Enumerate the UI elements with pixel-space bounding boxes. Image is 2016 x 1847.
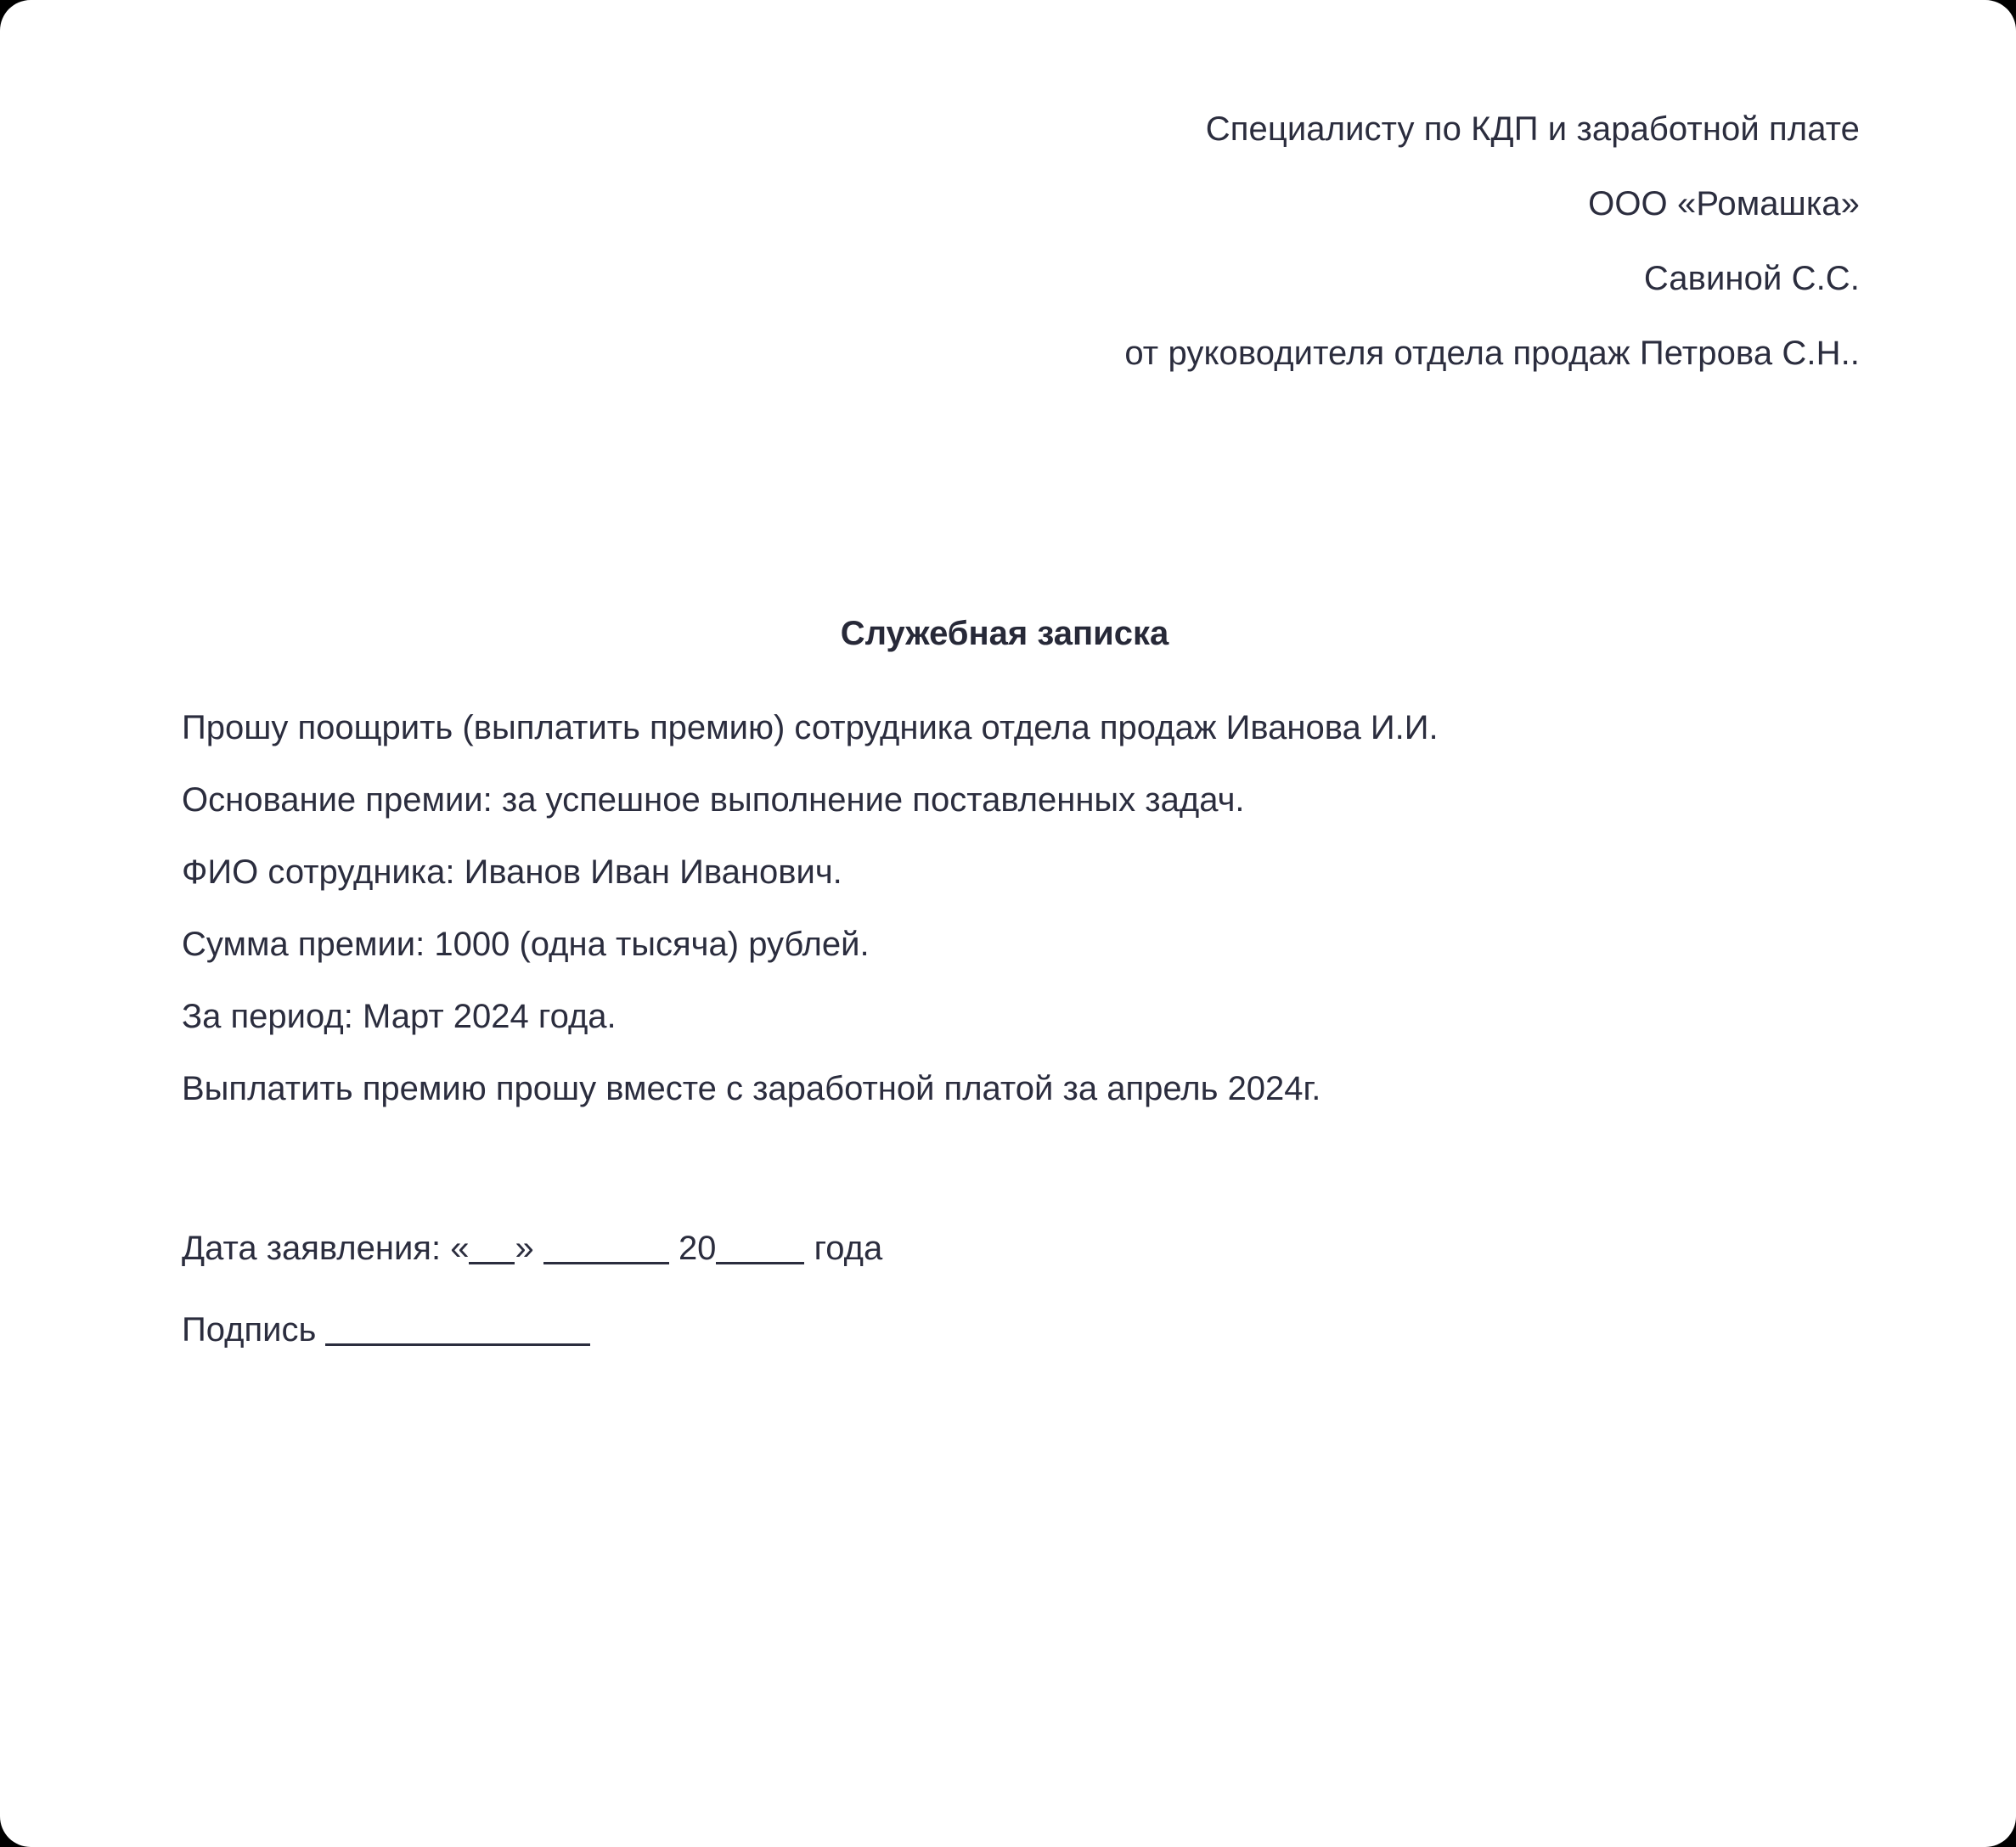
date-label: Дата заявления: <box>182 1230 442 1267</box>
signature-label: Подпись <box>182 1311 317 1349</box>
date-day-blank[interactable] <box>469 1262 515 1264</box>
document-footer <box>182 1225 1371 1353</box>
document-body <box>182 705 1880 1138</box>
addressee-block <box>934 92 1860 391</box>
addressee-line-recipient-position: Специалисту по КДП и заработной плате <box>1205 110 1860 148</box>
body-paragraph-amount: Сумма премии: 1000 (одна тысяча) рублей. <box>182 926 870 963</box>
date-quote-close: » <box>515 1230 534 1267</box>
body-paragraph-payout: Выплатить премию прошу вместе с заработной платой за апрель 2024г. <box>182 1070 1321 1107</box>
body-paragraph-request: Прошу поощрить (выплатить премию) сотрудника отдела продаж Иванова И.И. <box>182 709 1439 746</box>
body-paragraph-employee-name: ФИО сотрудника: Иванов Иван Иванович. <box>182 853 842 891</box>
addressee-line-recipient-name: Савиной С.С. <box>1643 260 1860 297</box>
signature-line <box>182 1307 1371 1353</box>
signature-blank[interactable] <box>325 1343 590 1346</box>
addressee-line-sender: от руководителя отдела продаж Петрова С.Н.. <box>1124 335 1860 372</box>
body-paragraph-reason: Основание премии: за успешное выполнение поставленных задач. <box>182 781 1245 819</box>
date-quote-open: « <box>450 1230 470 1267</box>
body-paragraph-period: За период: Март 2024 года. <box>182 998 617 1035</box>
date-line <box>182 1225 1371 1271</box>
date-year-prefix: 20 <box>678 1230 717 1267</box>
date-month-blank[interactable] <box>543 1262 669 1264</box>
date-suffix: года <box>814 1230 883 1267</box>
date-year-blank[interactable] <box>716 1262 804 1264</box>
document-title: Служебная записка <box>840 615 1169 652</box>
addressee-line-company: ООО «Ромашка» <box>1588 185 1860 222</box>
